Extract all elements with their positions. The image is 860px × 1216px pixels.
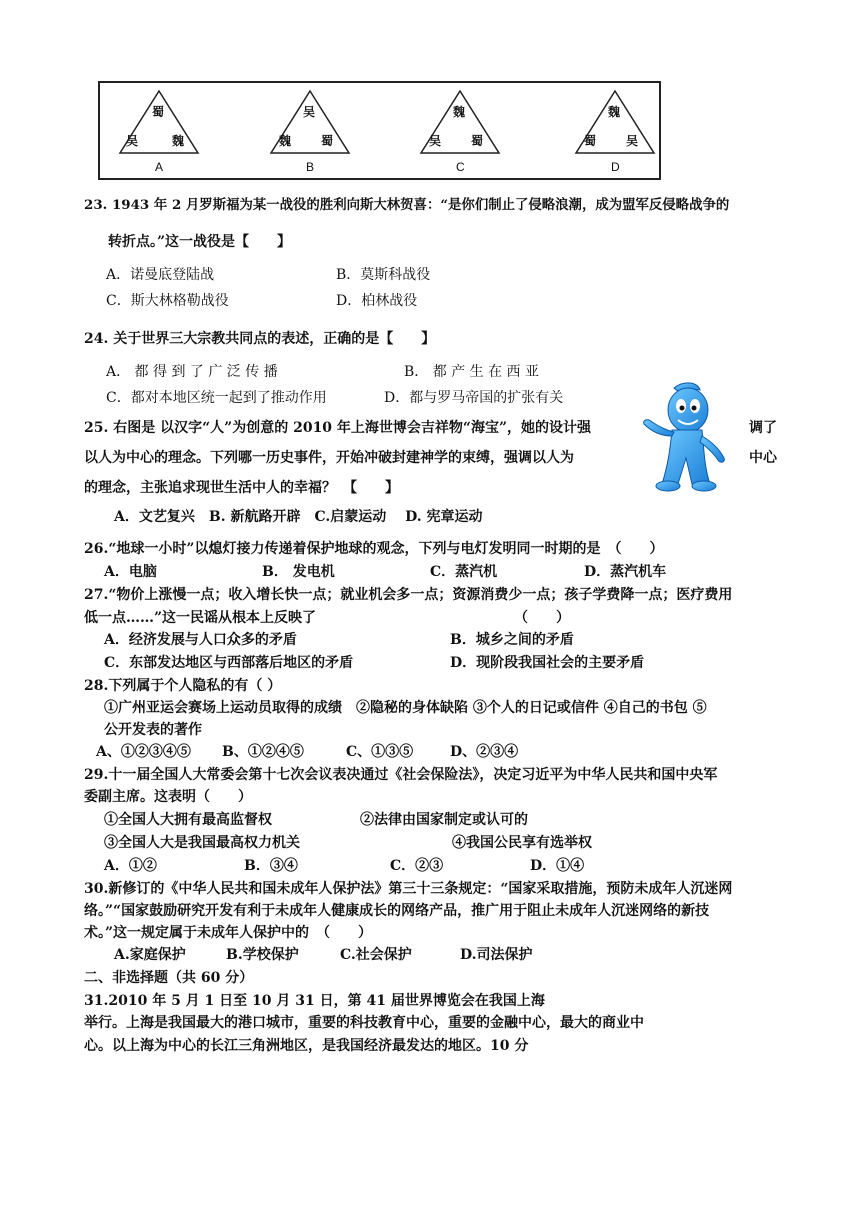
q27-option-b: B．城乡之间的矛盾	[450, 632, 574, 648]
q24-stem: 24. 关于世界三大宗教共同点的表述，正确的是【 】	[84, 331, 436, 347]
q30-stem-line1: 30.新修订的《中华人民共和国未成年人保护法》第三十三条规定：“国家采取措施，预防未成年人沉迷网	[84, 881, 733, 897]
q25-stem-line3: 的理念，主张追求现世生活中人的幸福？ 【 】	[84, 480, 399, 496]
q28-option-b: B、①②④⑤	[222, 744, 304, 760]
q30-option-d: D.司法保护	[460, 947, 533, 963]
section-2-heading: 二、非选择题（共 60 分）	[84, 970, 254, 986]
q27-option-a: A．经济发展与人口众多的矛盾	[104, 632, 297, 648]
q27-option-d: D．现阶段我国社会的主要矛盾	[450, 655, 645, 671]
q25-stem-line2: 以人为中心的理念。下列哪一历史事件，开始冲破封建神学的束缚，强调以人为	[84, 450, 574, 466]
triangle-d	[570, 87, 660, 175]
q29-option-b: B．③④	[244, 858, 298, 874]
q31-line3: 心。以上海为中心的长江三角洲地区，是我国经济最发达的地区。10 分	[84, 1038, 529, 1054]
q26-stem: 26.“地球一小时”以熄灯接力传递着保护地球的观念，下列与电灯发明同一时期的是 （ ）	[84, 541, 664, 557]
q28-items-line1: ①广州亚运会赛场上运动员取得的成绩 ②隐秘的身体缺陷 ③个人的日记或信件 ④自己的书包 ⑤	[104, 700, 707, 716]
q25-stem-line2-end: 中心	[749, 450, 777, 466]
triangle-diagram-figure	[98, 81, 661, 180]
triangle-a-label: A	[155, 160, 164, 174]
q28-option-a: A、①②③④⑤	[96, 744, 191, 760]
triangle-b-left: 魏	[279, 134, 292, 148]
q27-answer-paren: （ ）	[514, 610, 570, 626]
q26-option-b: B． 发电机	[262, 564, 335, 580]
triangle-d-left: 蜀	[584, 134, 597, 148]
triangle-b	[265, 87, 355, 175]
q29-stem-line1: 29.十一届全国人大常委会第十七次会议表决通过《社会保险法》，决定习近平为中华人民共和国中央军	[84, 767, 718, 783]
q25-stem-line1-end: 调了	[749, 420, 777, 436]
q24-option-a: A． 都 得 到 了 广 泛 传 播	[106, 364, 278, 380]
q28-stem: 28.下列属于个人隐私的有（ ）	[84, 678, 282, 694]
q28-option-d: D、②③④	[450, 744, 519, 760]
q26-option-d: D．蒸汽机车	[584, 564, 667, 580]
q25-stem-line1: 25. 右图是 以汉字“人”为创意的 2010 年上海世博会吉祥物“海宝”，她的设计强	[84, 420, 592, 436]
q30-option-c: C.社会保护	[340, 947, 412, 963]
triangle-a-left: 吴	[126, 134, 139, 148]
triangle-c	[415, 87, 505, 175]
q29-option-a: A．①②	[104, 858, 157, 874]
q23-option-d: D．柏林战役	[336, 293, 418, 309]
q28-option-c: C、①③⑤	[346, 744, 414, 760]
q30-option-a: A.家庭保护	[114, 947, 186, 963]
q24-option-b: B． 都 产 生 在 西 亚	[404, 364, 539, 380]
q23-stem-line2: 转折点。”这一战役是【 】	[108, 234, 292, 250]
triangle-a-top: 蜀	[152, 105, 165, 119]
q31-line2: 举行。上海是我国最大的港口城市，重要的科技教育中心，重要的金融中心，最大的商业中	[84, 1015, 644, 1031]
triangle-b-right: 蜀	[321, 134, 334, 148]
q23-option-b: B．莫斯科战役	[336, 267, 431, 283]
q27-stem-line1: 27.“物价上涨慢一点；收入增长快一点；就业机会多一点；资源消费少一点；孩子学费降一点；医疗费用	[84, 587, 733, 603]
q29-option-c: C．②③	[390, 858, 444, 874]
q28-items-line2: 公开发表的著作	[104, 722, 202, 738]
q25-options: A．文艺复兴 B. 新航路开辟 C.启蒙运动 D. 宪章运动	[114, 509, 483, 525]
q29-stem-line2: 委副主席。这表明（ ）	[84, 789, 252, 805]
q23-option-a: A．诺曼底登陆战	[106, 267, 215, 283]
q24-option-d: D．都与罗马帝国的扩张有关	[384, 390, 564, 406]
q23-stem-line1: 23. 1943 年 2 月罗斯福为某一战役的胜利向斯大林贺喜：“是你们制止了侵略浪潮，成为盟军反侵略战争的	[84, 197, 730, 213]
triangle-b-label: B	[306, 160, 315, 174]
q27-stem-line2: 低一点……”这一民谣从根本上反映了	[84, 610, 317, 626]
q30-option-b: B.学校保护	[226, 947, 299, 963]
q29-item-3: ③全国人大是我国最高权力机关	[104, 835, 300, 851]
q26-option-c: C．蒸汽机	[430, 564, 498, 580]
q29-item-4: ④我国公民享有选举权	[452, 835, 592, 851]
triangle-c-right: 蜀	[471, 134, 484, 148]
q30-stem-line2: 络。”“国家鼓励研究开发有利于未成年人健康成长的网络产品，推广用于阻止未成年人沉迷网络的新技	[84, 903, 710, 919]
haibao-mascot-image	[626, 380, 746, 500]
triangle-d-label: D	[611, 160, 620, 174]
q27-option-c: C．东部发达地区与西部落后地区的矛盾	[104, 655, 354, 671]
q29-option-d: D．①④	[530, 858, 585, 874]
triangle-b-top: 吴	[303, 105, 316, 119]
triangle-c-top: 魏	[453, 105, 466, 119]
triangle-c-left: 吴	[429, 134, 442, 148]
triangle-d-right: 吴	[626, 134, 639, 148]
q23-option-c: C．斯大林格勒战役	[106, 293, 229, 309]
q26-option-a: A．电脑	[104, 564, 157, 580]
q24-option-c: C．都对本地区统一起到了推动作用	[106, 390, 327, 406]
q31-line1: 31.2010 年 5 月 1 日至 10 月 31 日，第 41 届世界博览会在我国上海	[84, 993, 545, 1009]
triangle-a-right: 魏	[172, 134, 185, 148]
triangle-d-top: 魏	[608, 105, 621, 119]
triangle-a	[114, 87, 204, 175]
q29-item-2: ②法律由国家制定或认可的	[360, 812, 528, 828]
q29-item-1: ①全国人大拥有最高监督权	[104, 812, 272, 828]
triangle-c-label: C	[456, 160, 465, 174]
q30-stem-line3: 术。”这一规定属于未成年人保护中的 （ ）	[84, 925, 373, 941]
